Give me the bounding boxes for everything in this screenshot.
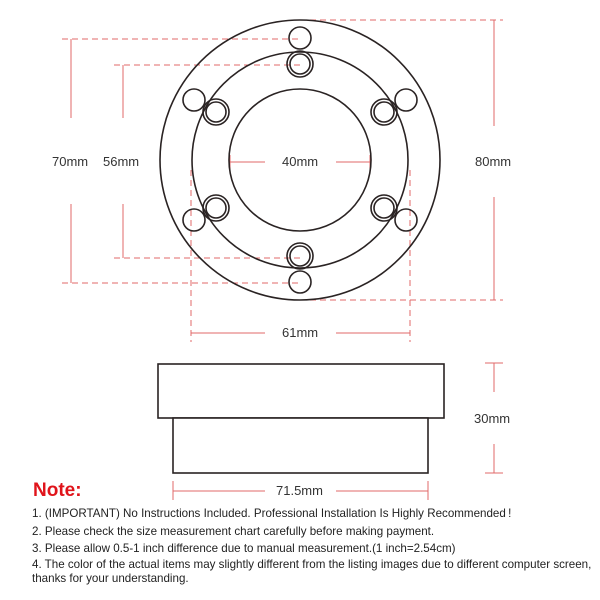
note-title: Note: — [33, 480, 82, 501]
note-item: 4. The color of the actual items may slightly different from the listing images due to different computer screen, thanks for your understanding. — [32, 557, 592, 585]
note-item: 1. (IMPORTANT) No Instructions Included. Professional Installation Is Highly Recommended ! — [32, 507, 512, 520]
note-item: 2. Please check the size measurement chart carefully before making payment. — [32, 524, 435, 538]
outer-height-label: 70mm — [52, 154, 89, 169]
side-width-label: 71.5mm — [276, 483, 323, 498]
note-item: 3. Please allow 0.5-1 inch difference due to manual measurement.(1 inch=2.54cm) — [32, 542, 456, 555]
outer-diameter-label: 80mm — [475, 154, 512, 169]
flange-side-view — [158, 364, 444, 473]
side-height-label: 30mm — [474, 411, 511, 426]
bolt-width-label: 61mm — [282, 325, 319, 340]
note-list — [32, 505, 592, 586]
bolt-height-label: 56mm — [103, 154, 140, 169]
center-bore-label: 40mm — [282, 154, 319, 169]
